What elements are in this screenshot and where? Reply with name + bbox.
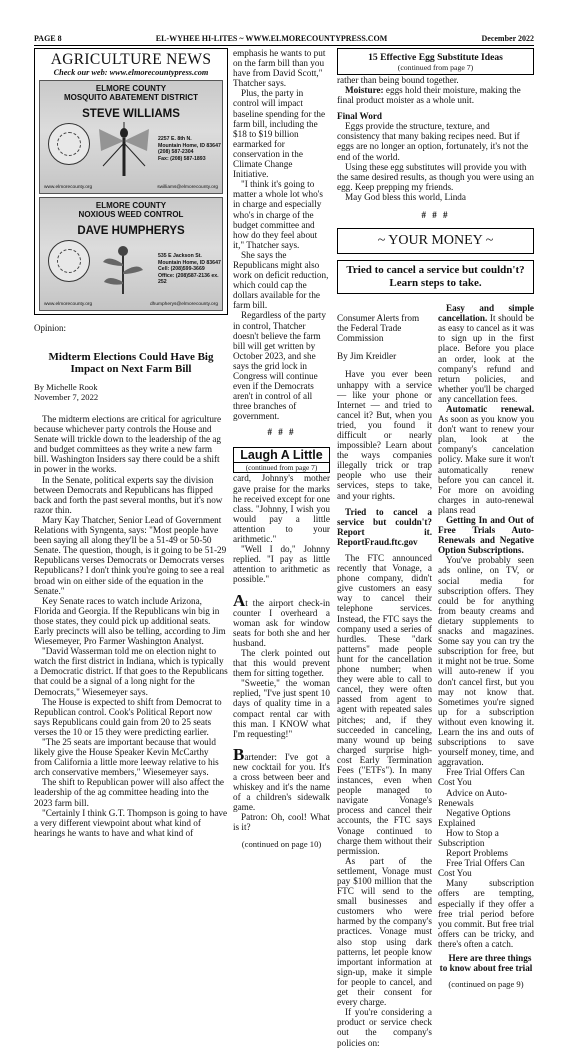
joke-text: t the airport check-in counter I overheard a woman ask for window seats for both she and her husband.: [233, 597, 330, 648]
paragraph: "Sweetie," the woman replied, "I've just spent 10 days of quality time in a compact rental car with this man. I KNOW what I'm requesting!": [233, 678, 330, 739]
ad-address: [158, 136, 221, 162]
drop-cap: B: [233, 744, 245, 764]
continued-note: (continued from page 7): [397, 63, 474, 72]
ad-fax: Fax: (208) 587-1893: [158, 155, 206, 162]
ad-address-line: 2257 E. 8th N.: [158, 136, 192, 142]
section-heading: Getting In and Out of Free Trials Auto-Renewals and Negative Option Subscriptions.: [438, 515, 534, 556]
column-2: [233, 48, 330, 849]
ad-line-1: ELMORE COUNTY: [95, 84, 167, 93]
paragraph: [337, 85, 534, 105]
end-mark: # # #: [421, 210, 450, 221]
paragraph: In the Senate, political experts say the division between Democrats and Republicans has flipped back and forth the past several months, but it's now razor thin.: [34, 474, 223, 515]
paragraph: Have you ever been unhappy with a service — like your phone or Internet — and tried to cancel it? But, when you tried, you found it difficult or nearly impossible? Learn about the ways companies illegally trick or trap people who use their services, steps to take, and your rights.: [337, 369, 432, 501]
paragraph: If you're considering a product or service check out the company's policies on:: [337, 1007, 432, 1048]
report-note: Tried to cancel a service but couldn't? Report it. ReportFraud.ftc.gov: [337, 506, 432, 547]
weed-plant-icon: [98, 244, 148, 296]
paragraph: "Certainly I think G.T. Thompson is going to have a very different viewpoint about what kind of hearings he wants to have and what kind of: [34, 807, 228, 838]
egg-title: 15 Effective Egg Substitute Ideas: [368, 52, 503, 63]
ad-contact-name: STEVE WILLIAMS: [82, 108, 180, 120]
ad-heading: [40, 201, 222, 219]
bold-label: Moisture:: [345, 85, 384, 96]
issue-date: December 2022: [481, 33, 534, 43]
paragraph: card, Johnny's mother gave praise for the marks he received except for one class. "Johnny, I wish you would pay a little attention to your arithmetic.": [233, 473, 330, 545]
ad-email[interactable]: swilliams@elmorecounty.org: [157, 185, 218, 190]
list-item[interactable]: Free Trial Offers Can Cost You: [438, 767, 525, 788]
paragraph: emphasis he wants to put on the farm bill than you have from David Scott," Thatcher says.: [233, 48, 326, 89]
ad-address-line: Mountain Home, ID 83647: [158, 142, 221, 149]
county-seal-icon: [48, 123, 90, 165]
end-mark: # # #: [267, 427, 296, 438]
paragraph: "I think it's going to matter a whole lot who's in charge and especially who's in charge of the budget committee and how do they feel about it," Thatcher says.: [233, 179, 323, 250]
money-headline: Tried to cancel a service but couldn't? Learn steps to take.: [337, 260, 534, 294]
paragraph: The midterm elections are critical for agriculture because whichever party controls the House and Senate will trickle down to the leadership of the ag and budget committees as they write a new farm bill. Washington Insiders say there could be a shift in power in the works.: [34, 414, 222, 475]
ad-line-2: MOSQUITO ABATEMENT DISTRICT: [63, 93, 199, 102]
mosquito-icon: [95, 121, 153, 181]
laugh-a-little-box: [233, 447, 330, 473]
publication-name: EL-WYHEE HI-LITES ~ WWW.ELMORECOUNTYPRESS.COM: [155, 33, 388, 43]
byline: By Jim Kreidler: [337, 351, 397, 362]
paragraph: As part of the settlement, Vonage must pay $100 million that the FTC will send to the small businesses and customers who were harmed by the company's practices. Vonage must also stop using dark patterns, let people know important information at sign-up, make it simple for people to cancel, and get their consent for every charge.: [337, 855, 432, 1008]
county-seal-icon: [48, 240, 90, 282]
list-item[interactable]: Negative Options Explained: [438, 807, 511, 828]
paragraph: Using these egg substitutes will provide you with the same desired results, as though you were using an egg. Keep prepping my friends.: [337, 161, 534, 192]
ad-email[interactable]: dhumpherys@elmorecounty.org: [150, 302, 218, 307]
ad-line-1: ELMORE COUNTY: [95, 201, 167, 210]
paragraph: Key Senate races to watch include Arizona, Florida and Georgia. If the Republicans win big in those states, they could pick up additional seats. Early precincts will also be telling, according to Jim Wiesemeyer, Pro Farmer Washington Analyst.: [34, 595, 226, 647]
section-heading: Final Word: [337, 111, 383, 122]
paragraph: She says the Republicans might also work on deficit reduction, which could cap the dollars available for the farm bill.: [233, 249, 329, 311]
ad-address-line: 535 E Jackson St.: [158, 253, 202, 259]
continued-note: (continued on page 10): [241, 838, 322, 849]
column-3: [337, 48, 534, 1048]
laugh-title: Laugh A Little: [240, 448, 323, 463]
ad-website[interactable]: www.elmorecounty.org: [44, 302, 93, 307]
joke-paragraph: [233, 590, 330, 648]
joke-paragraph: [233, 744, 330, 813]
paragraph: "Well I do," Johnny replied. "I pay as little attention to arithmetic as possible.": [233, 544, 330, 585]
article-body-continued: [233, 48, 330, 421]
bold-label: Easy and simple cancellation.: [438, 303, 534, 324]
paragraph: Many subscription offers are tempting, especially if they offer a free trial period before you commit. But free trial offers can be tricky, and there's often a catch.: [438, 878, 534, 949]
money-column-b: [438, 303, 534, 1048]
mosquito-abatement-ad: [39, 80, 223, 194]
article-body: [34, 414, 228, 838]
continued-note: (continued from page 7): [234, 462, 329, 472]
column-1: [34, 48, 228, 838]
ad-line-2: NOXIOUS WEED CONTROL: [78, 210, 184, 219]
laugh-body: [233, 473, 330, 832]
paragraph: May God bless this world, Linda: [345, 191, 466, 202]
ad-address: [158, 253, 222, 286]
ad-phone: Office: (208)587-2136 ex. 252: [158, 272, 219, 286]
agriculture-news-title: AGRICULTURE NEWS: [50, 51, 212, 68]
page-header: [34, 32, 534, 46]
paragraph: rather than being bound together.: [337, 75, 459, 85]
paragraph: Plus, the party in control will impact baseline spending for the farm bill, including the $18 to $19 billion earmarked for conservation in the Climate Change Initiative.: [233, 88, 326, 180]
paragraph: "The 25 seats are important because that would likely give the House Speaker Kevin McCarthy from California a little more leeway relative to his arch conservative members," Wiesemeyer says.: [34, 737, 219, 778]
ad-website[interactable]: www.elmorecounty.org: [44, 185, 93, 190]
paragraph: "David Wasserman told me on election night to watch the first district in Indiana, which is typically a Democratic district. If that goes to the Republicans that could be a signal of a long night for the Democrats," Wiesemeyer says.: [34, 646, 228, 697]
paragraph: The clerk pointed out that this would prevent them for sitting together.: [233, 647, 330, 679]
noxious-weed-ad: [39, 197, 223, 311]
agriculture-news-box: [34, 48, 228, 315]
drop-cap: A: [233, 590, 246, 610]
joke-text: artender: I've got a new cocktail for you. It's a cross between beer and whiskey and it's the name of a children's sidewalk game.: [233, 751, 330, 813]
paragraph: The House is expected to shift from Democrat to Republican control. Cook's Political Report now says Republicans could gain from 20 to 25 seats verses the 10 or 15 they were predicting earlier.: [34, 696, 222, 737]
continued-note: (continued on page 9): [448, 979, 524, 990]
money-two-columns: [337, 303, 534, 1048]
paragraph: Patron: Oh, cool! What is it?: [233, 812, 330, 833]
ad-contact-name: DAVE HUMPHERYS: [77, 225, 185, 237]
paragraph: Mary Kay Thatcher, Senior Lead of Government Relations with Syngenta, says: "Most people have been saying all along they'll be a 51-49 or 50-50 Senate. The question, though, is it going to be 51-29 Republicans verses Democrats or Democrats verses Republicans? I don't think you're going to see a real broad win on either side of the equation in the Senate.": [34, 514, 227, 596]
list-item[interactable]: Free Trial Offers Can Cost You: [438, 858, 525, 879]
agriculture-news-subtitle: Check our web: www.elmorecountypress.com: [53, 68, 209, 77]
article-byline: [34, 383, 228, 402]
paragraph: The shift to Republican power will also affect the leadership of the ag committee heading into the 2023 farm bill.: [34, 777, 224, 808]
bold-label: Automatic renewal.: [446, 403, 534, 414]
paragraph: Regardless of the party in control, Thatcher doesn't believe the farm bill will get written by October 2023, and she says the grid lock in Congress will continue even if the Democrats aren't in control of all three branches of government.: [233, 310, 326, 422]
paragraph: [438, 303, 534, 404]
list-item[interactable]: How to Stop a Subscription: [438, 827, 499, 848]
money-column-a: [337, 303, 432, 1048]
paragraph-text: eggs hold their moisture, making the final product moister as a whole unit.: [337, 85, 521, 106]
source: Consumer Alerts from the Federal Trade Commission: [337, 313, 420, 344]
paragraph: [438, 404, 534, 515]
paragraph: You've probably seen ads online, on TV, or social media for subscription offers. They could be for anything from beauty creams and dietary supplements to snacks and magazines. Some say you can try the subscription for free, but it might not be true. Some will auto-renew if you don't cancel first, but you may not know that. Sometimes you're signed up for a subscription without even knowing it. Learn the ins and outs of subscriptions to save yourself money, time, and aggravation.: [438, 555, 534, 768]
list-item[interactable]: Report Problems: [446, 848, 509, 859]
article-headline: Midterm Elections Could Have Big Impact on Next Farm Bill: [48, 351, 214, 375]
list-item[interactable]: Advice on Auto-Renewals: [438, 787, 508, 808]
paragraph: Eggs provide the structure, texture, and consistency that many baking recipes need. But if eggs are no longer an option, fortunately, it's not the end of the world.: [337, 121, 529, 162]
section-heading: Here are three things to know about free trial: [439, 953, 533, 974]
paragraph-text: As soon as you know you don't want to renew your plan, look at the company's cancelation policy. Make sure it won't automatically renew before you can cancel it. For more on avoiding charges in auto-renewal plans read: [438, 414, 534, 515]
ad-address-line: Mountain Home, ID 83647: [158, 259, 221, 266]
article-date: November 7, 2022: [34, 391, 99, 402]
your-money-box: ~ YOUR MONEY ~: [337, 228, 534, 254]
author: By Michelle Rook: [34, 382, 98, 392]
page-number: PAGE 8: [34, 33, 62, 43]
paragraph: The FTC announced recently that Vonage, a phone company, didn't give customers an easy way to cancel their telephone services. Instead, the FTC says the company used a series of hurdles. These "dark patterns" made people hunt for the cancellation phone number; when they were able to call to cancel, they were often passed from agent to agent with repeated sales pitches; and, if they succeeded in canceling, many wound up being charged surprise high-cost Early Termination Fees ("ETFs"). In many instances, even when people managed to navigate Vonage's process and cancel their accounts, the FTC says Vonage continued to charge them without their permission.: [337, 553, 432, 856]
opinion-label: Opinion:: [34, 323, 67, 333]
paragraph-text: It should be as easy to cancel as it was to sign up in the first place. Before you place an order, look at the company's refund and return policies, and whether you'll be charged any cancellation fees.: [438, 313, 534, 404]
ad-phone: (208) 587-2304: [158, 149, 194, 156]
ad-phone: Cell: (208)599-3669: [158, 266, 205, 273]
egg-body: [337, 75, 534, 202]
ad-heading: [40, 84, 222, 102]
egg-substitute-box: [337, 48, 534, 75]
